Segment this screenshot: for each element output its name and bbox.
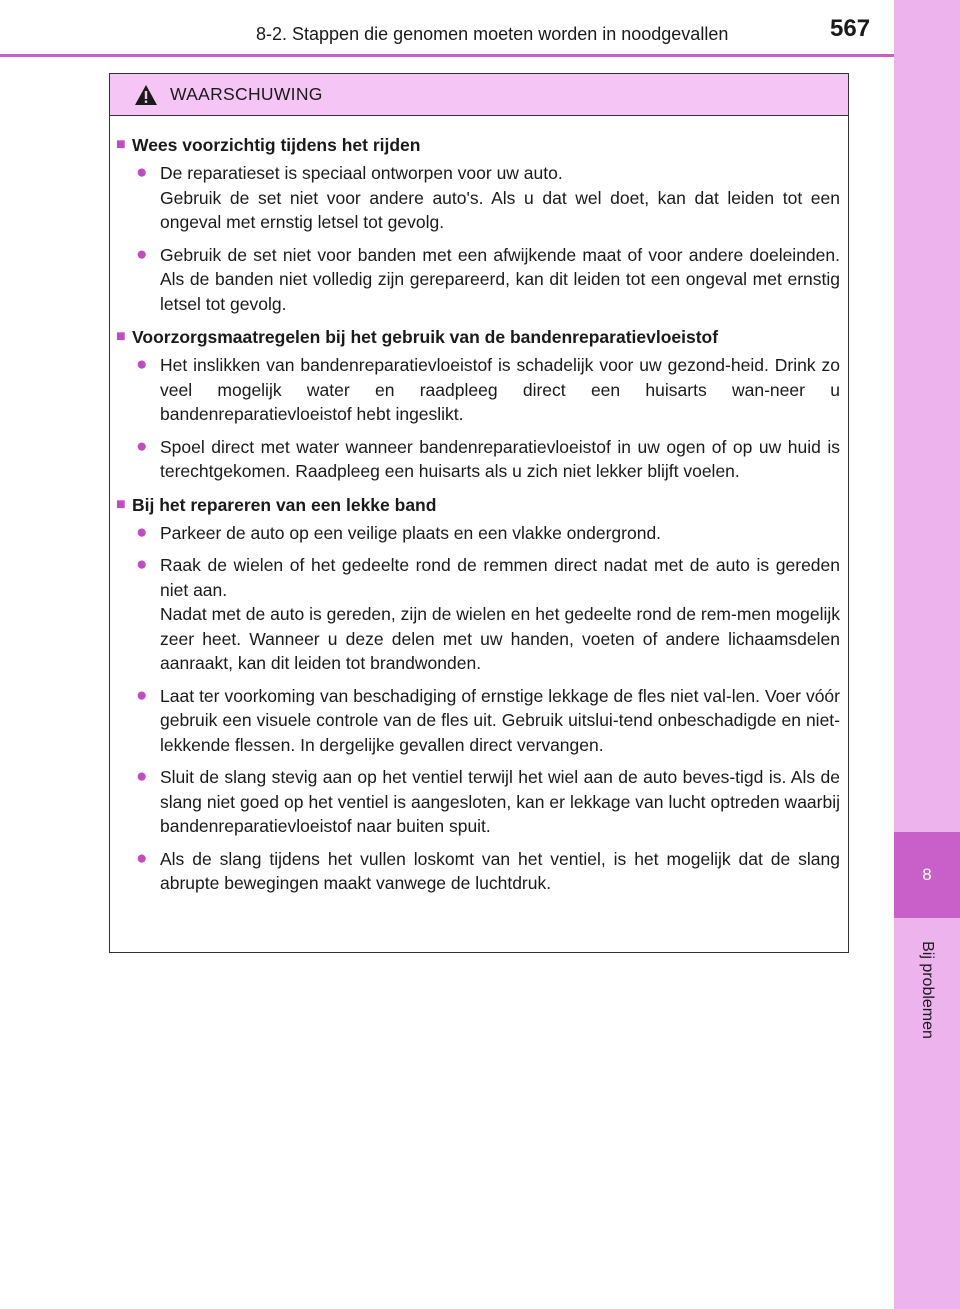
round-bullet-icon: ● bbox=[136, 243, 148, 265]
bullet-item bbox=[136, 353, 840, 427]
warning-header bbox=[110, 74, 848, 116]
bullet-item bbox=[136, 521, 840, 546]
chapter-number-tab bbox=[894, 832, 960, 918]
warning-section bbox=[116, 492, 840, 896]
bullet-text bbox=[160, 765, 840, 839]
bullet-item bbox=[136, 765, 840, 839]
round-bullet-icon: ● bbox=[136, 354, 148, 375]
bullet-item bbox=[136, 553, 840, 676]
square-bullet-icon: ■ bbox=[116, 328, 126, 345]
square-bullet-icon: ■ bbox=[116, 136, 126, 153]
page-number: 567 bbox=[830, 15, 871, 42]
bullet-text bbox=[160, 847, 840, 896]
square-bullet-icon: ■ bbox=[116, 495, 126, 513]
chapter-number: 8 bbox=[922, 865, 932, 884]
bullet-paragraph: Gebruik de set niet voor banden met een afwijkende maat of voor andere doeleinden. Als de banden niet volledig zijn gerepareerd, kan dit leiden tot een ongeval met ernstig letsel tot gevolg. bbox=[160, 244, 840, 314]
header-divider bbox=[0, 54, 894, 57]
section-heading-text: Bij het repareren van een lekke band bbox=[132, 494, 437, 515]
bullet-paragraph: Als de slang tijdens het vullen loskomt van het ventiel, is het mogelijk dat de slang abrupte bewegingen maakt vanwege de luchtdruk. bbox=[160, 848, 840, 893]
bullet-paragraph: Spoel direct met water wanneer bandenreparatievloeistof in uw ogen of op uw huid is terechtgekomen. Raadpleeg een huisarts als u zich niet lekker blijft voelen. bbox=[160, 436, 840, 481]
warning-section bbox=[116, 132, 840, 316]
bullet-paragraph: Het inslikken van bandenreparatievloeistof is schadelijk voor uw gezond-heid. Drink zo veel mogelijk water en raadpleeg direct een huisarts wan-neer u bandenreparatievloeistof hebt ingeslikt. bbox=[160, 355, 840, 424]
bullet-text bbox=[160, 435, 840, 484]
bullet-paragraph: De reparatieset is speciaal ontworpen voor uw auto. bbox=[160, 163, 563, 183]
bullet-text bbox=[160, 684, 840, 758]
bullet-paragraph: Nadat met de auto is gereden, zijn de wielen en het gedeelte rond de rem-men mogelijk zeer heet. Wanneer u deze delen met uw handen, voeten of andere lichaamsdelen aanraakt, kan dit leiden tot brandwonden. bbox=[160, 604, 840, 673]
round-bullet-icon: ● bbox=[136, 847, 148, 869]
section-heading bbox=[116, 324, 840, 350]
bullet-text bbox=[160, 243, 840, 317]
bullet-text bbox=[160, 353, 840, 427]
bullet-paragraph: Gebruik de set niet voor andere auto's. Als u dat wel doet, kan dat leiden tot een ongeval met ernstig letsel tot gevolg. bbox=[160, 187, 840, 232]
bullet-item bbox=[136, 161, 840, 235]
bullet-paragraph: Sluit de slang stevig aan op het ventiel terwijl het wiel aan de auto beves-tigd is. Als de slang niet goed op het ventiel is aangesloten, kan er lekkage van lucht optreden waarbij bandenreparatievloeistof naar buiten spuit. bbox=[160, 767, 840, 836]
bullet-item bbox=[136, 847, 840, 896]
section-heading bbox=[116, 132, 840, 158]
bullet-paragraph: Laat ter voorkoming van beschadiging of ernstige lekkage de fles niet val-len. Voer vóór gebruik een visuele controle van de fles uit. Gebruik uitslui-tend onbeschadigde en niet-lekkende flessen. In dergelijke gevallen direct vervangen. bbox=[160, 685, 840, 755]
round-bullet-icon: ● bbox=[136, 554, 148, 575]
bullet-text bbox=[160, 521, 840, 546]
bullet-paragraph: Raak de wielen of het gedeelte rond de remmen direct nadat met de auto is gereden niet aan. bbox=[160, 555, 840, 600]
page-header-title: 8-2. Stappen die genomen moeten worden in noodgevallen bbox=[256, 24, 729, 44]
warning-title: WAARSCHUWING bbox=[170, 84, 323, 104]
bullet-item bbox=[136, 243, 840, 317]
warning-content bbox=[110, 116, 848, 896]
round-bullet-icon: ● bbox=[136, 684, 148, 706]
section-heading-text: Wees voorzichtig tijdens het rijden bbox=[132, 135, 421, 155]
bullet-paragraph: Parkeer de auto op een veilige plaats en een vlakke ondergrond. bbox=[160, 522, 662, 543]
round-bullet-icon: ● bbox=[136, 435, 148, 457]
bullet-text bbox=[160, 553, 840, 676]
warning-box bbox=[109, 73, 849, 953]
chapter-label-text: Bij problemen bbox=[919, 941, 936, 1039]
round-bullet-icon: ● bbox=[136, 521, 148, 543]
round-bullet-icon: ● bbox=[136, 766, 148, 787]
round-bullet-icon: ● bbox=[136, 162, 148, 183]
side-tab bbox=[894, 0, 960, 1309]
section-heading bbox=[116, 492, 840, 518]
bullet-item bbox=[136, 684, 840, 758]
bullet-text bbox=[160, 161, 840, 235]
section-heading-text: Voorzorgsmaatregelen bij het gebruik van de bandenreparatievloeistof bbox=[132, 327, 719, 347]
warning-triangle-icon bbox=[134, 84, 158, 106]
bullet-item bbox=[136, 435, 840, 484]
warning-section bbox=[116, 324, 840, 484]
